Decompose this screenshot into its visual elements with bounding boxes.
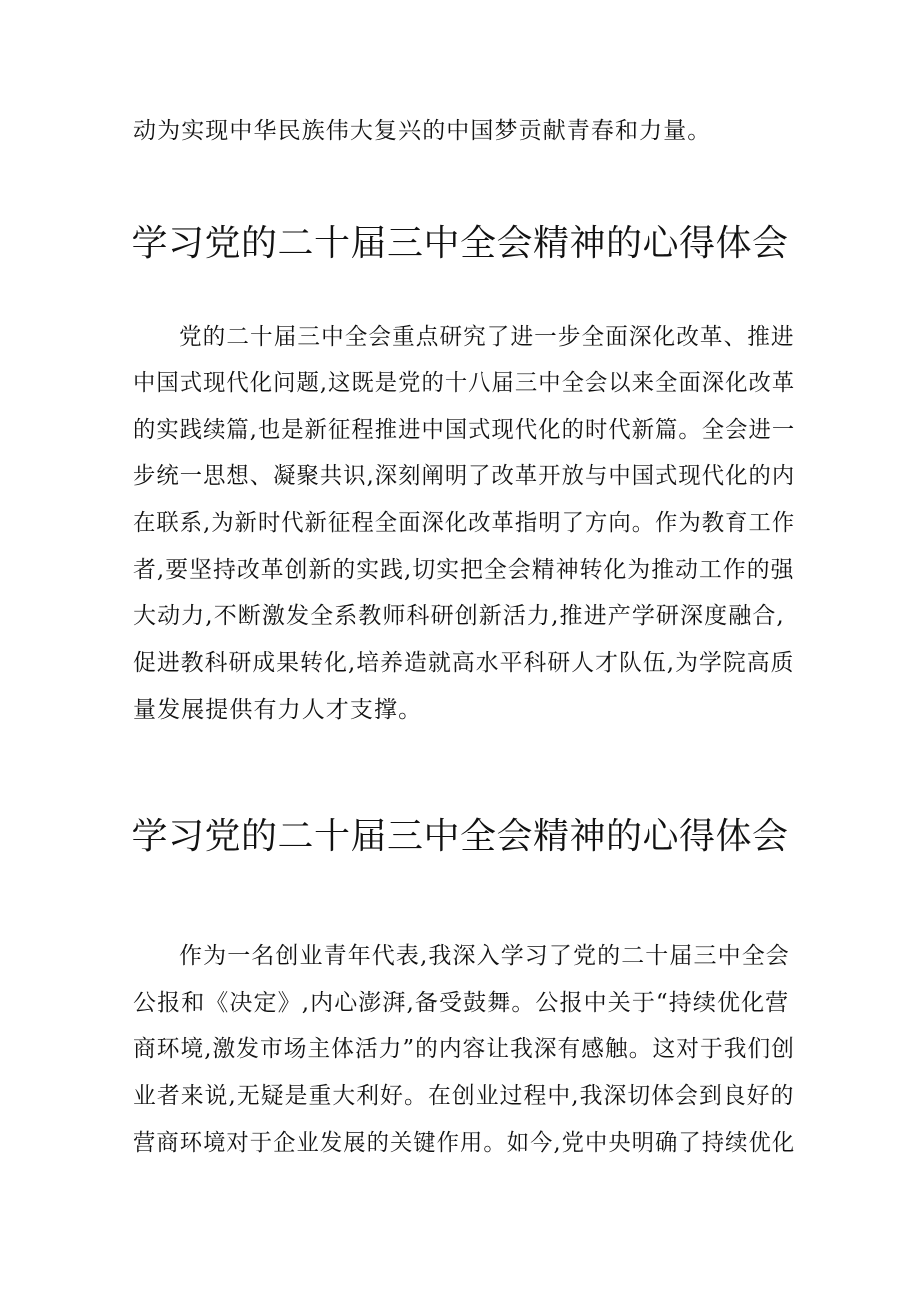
section-1-title: 学习党的二十届三中全会精神的心得体会 (131, 223, 789, 264)
section-1-line-1: 党的二十届三中全会重点研究了进一步全面深化改革、推进 (179, 324, 795, 350)
section-1-line-8: 促进教科研成果转化,培养造就高水平科研人才队伍,为学院高质 (133, 650, 795, 676)
section-1-line-9: 量发展提供有力人才支撑。 (133, 697, 423, 723)
section-1-line-2: 中国式现代化问题,这既是党的十八届三中全会以来全面深化改革 (133, 370, 796, 396)
section-2-line-4: 业者来说,无疑是重大利好。在创业过程中,我深切体会到良好的 (133, 1083, 795, 1109)
section-1-line-7: 大动力,不断激发全系教师科研创新活力,推进产学研深度融合, (133, 603, 785, 629)
intro-closing-line: 动为实现中华民族伟大复兴的中国梦贡献青春和力量。 (133, 118, 712, 144)
section-2-line-2: 公报和《决定》,内心澎湃,备受鼓舞。公报中关于“持续优化营 (133, 990, 790, 1016)
section-2-line-3: 商环境,激发市场主体活力”的内容让我深有感触。这对于我们创 (133, 1036, 795, 1062)
section-2-line-5: 营商环境对于企业发展的关键作用。如今,党中央明确了持续优化 (133, 1130, 796, 1156)
section-1-line-5: 在联系,为新时代新征程全面深化改革指明了方向。作为教育工作 (133, 510, 796, 536)
section-1-line-3: 的实践续篇,也是新征程推进中国式现代化的时代新篇。全会进一 (133, 417, 796, 443)
section-1-line-6: 者,要坚持改革创新的实践,切实把全会精神转化为推动工作的强 (133, 557, 795, 583)
section-2-line-1: 作为一名创业青年代表,我深入学习了党的二十届三中全会 (179, 943, 790, 969)
section-2-title: 学习党的二十届三中全会精神的心得体会 (131, 816, 789, 857)
section-1-line-4: 步统一思想、凝聚共识,深刻阐明了改革开放与中国式现代化的内 (133, 463, 796, 489)
